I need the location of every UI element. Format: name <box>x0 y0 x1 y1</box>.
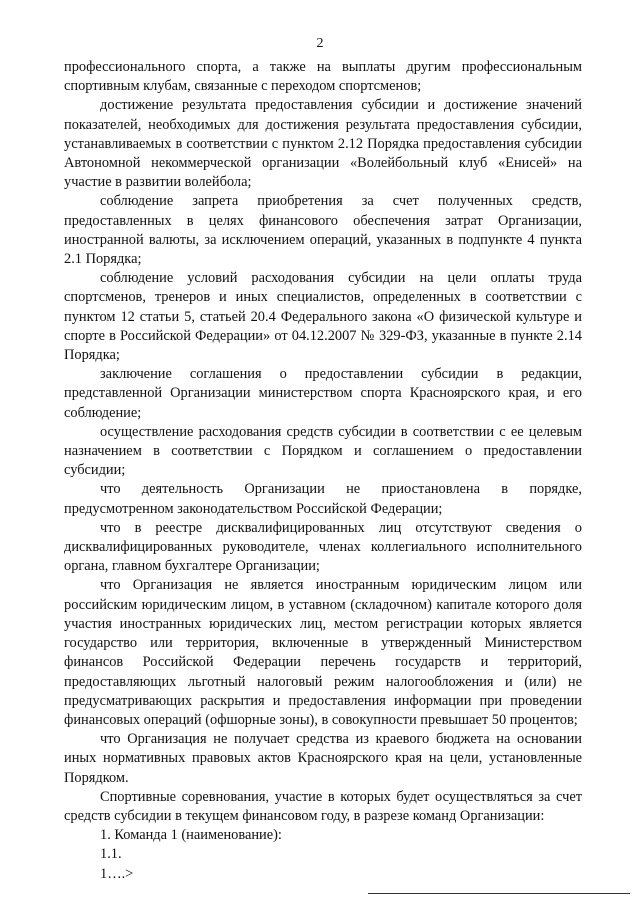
paragraph: заключение соглашения о предоставлении субсидии в редакции, представленной Организации министерством спорта Красноярского края, и его соблюдение; <box>64 366 582 421</box>
page-number: 2 <box>316 36 324 51</box>
footer-rule <box>368 893 630 894</box>
paragraph: что Организация не является иностранным юридическим лицом или российским юридическим лицом, в уставном (складочном) капитале которого доля участия иностранных юридических лиц, местом регистрации которых является государство или территория, включенные в утвержденный Министерством финансов Российской Федерации перечень государств и территорий, предоставляющих льготный налоговый режим налогообложения и (или) не предусматривающих раскрытия и предоставления информации при проведении финансовых операций (офшорные зоны), в совокупности превышает 50 процентов; <box>64 577 582 728</box>
paragraph: соблюдение условий расходования субсидии на цели оплаты труда спортсменов, тренеров и иных специалистов, определенных в соответствии с пунктом 12 статьи 5, статьей 20.4 Федерального закона «О физической культуре и спорте в Российской Федерации» от 04.12.2007 № 329-ФЗ, указанные в пункте 2.14 Порядка; <box>64 270 582 364</box>
paragraph: Спортивные соревнования, участие в которых будет осуществляться за счет средств субсидии в текущем финансовом году, в разрезе команд Организации: <box>64 788 582 824</box>
list-item: 1.1. <box>100 846 122 863</box>
paragraph: осуществление расходования средств субсидии в соответствии с ее целевым назначением в соответствии с Порядком и соглашением о предоставлении субсидии; <box>64 423 582 479</box>
paragraph: соблюдение запрета приобретения за счет полученных средств, предоставленных в целях финансового обеспечения затрат Организации, иностранной валюты, за исключением операций, указанных в подпункте 4 пункта 2.1 Порядка; <box>64 193 582 268</box>
list-item: 1. Команда 1 (наименование): <box>100 827 282 844</box>
paragraph: достижение результата предоставления субсидии и достижение значений показателей, необходимых для достижения результата предоставления субсидии, устанавливаемых в соответствии с пунктом 2.12 Порядка предоставления субсидии Автономной некоммерческой организации «Волейбольный клуб «Енисей» на участие в развитии волейбола; <box>64 97 582 191</box>
paragraph: профессионального спорта, а также на выплаты другим профессиональным спортивным клубам, связанные с переходом спортсменов; <box>64 59 582 95</box>
paragraph: что Организация не получает средства из краевого бюджета на основании иных нормативных правовых актов Красноярского края на цели, установленные Порядком. <box>64 731 582 786</box>
list-item: 1….> <box>100 865 134 882</box>
paragraph: что деятельность Организации не приостановлена в порядке, предусмотренном законодательством Российской Федерации; <box>64 481 582 517</box>
document-body <box>64 58 582 884</box>
paragraph: что в реестре дисквалифицированных лиц отсутствуют сведения о дисквалифицированных руководителе, членах коллегиального исполнительного органа, главном бухгалтере Организации; <box>64 519 582 575</box>
